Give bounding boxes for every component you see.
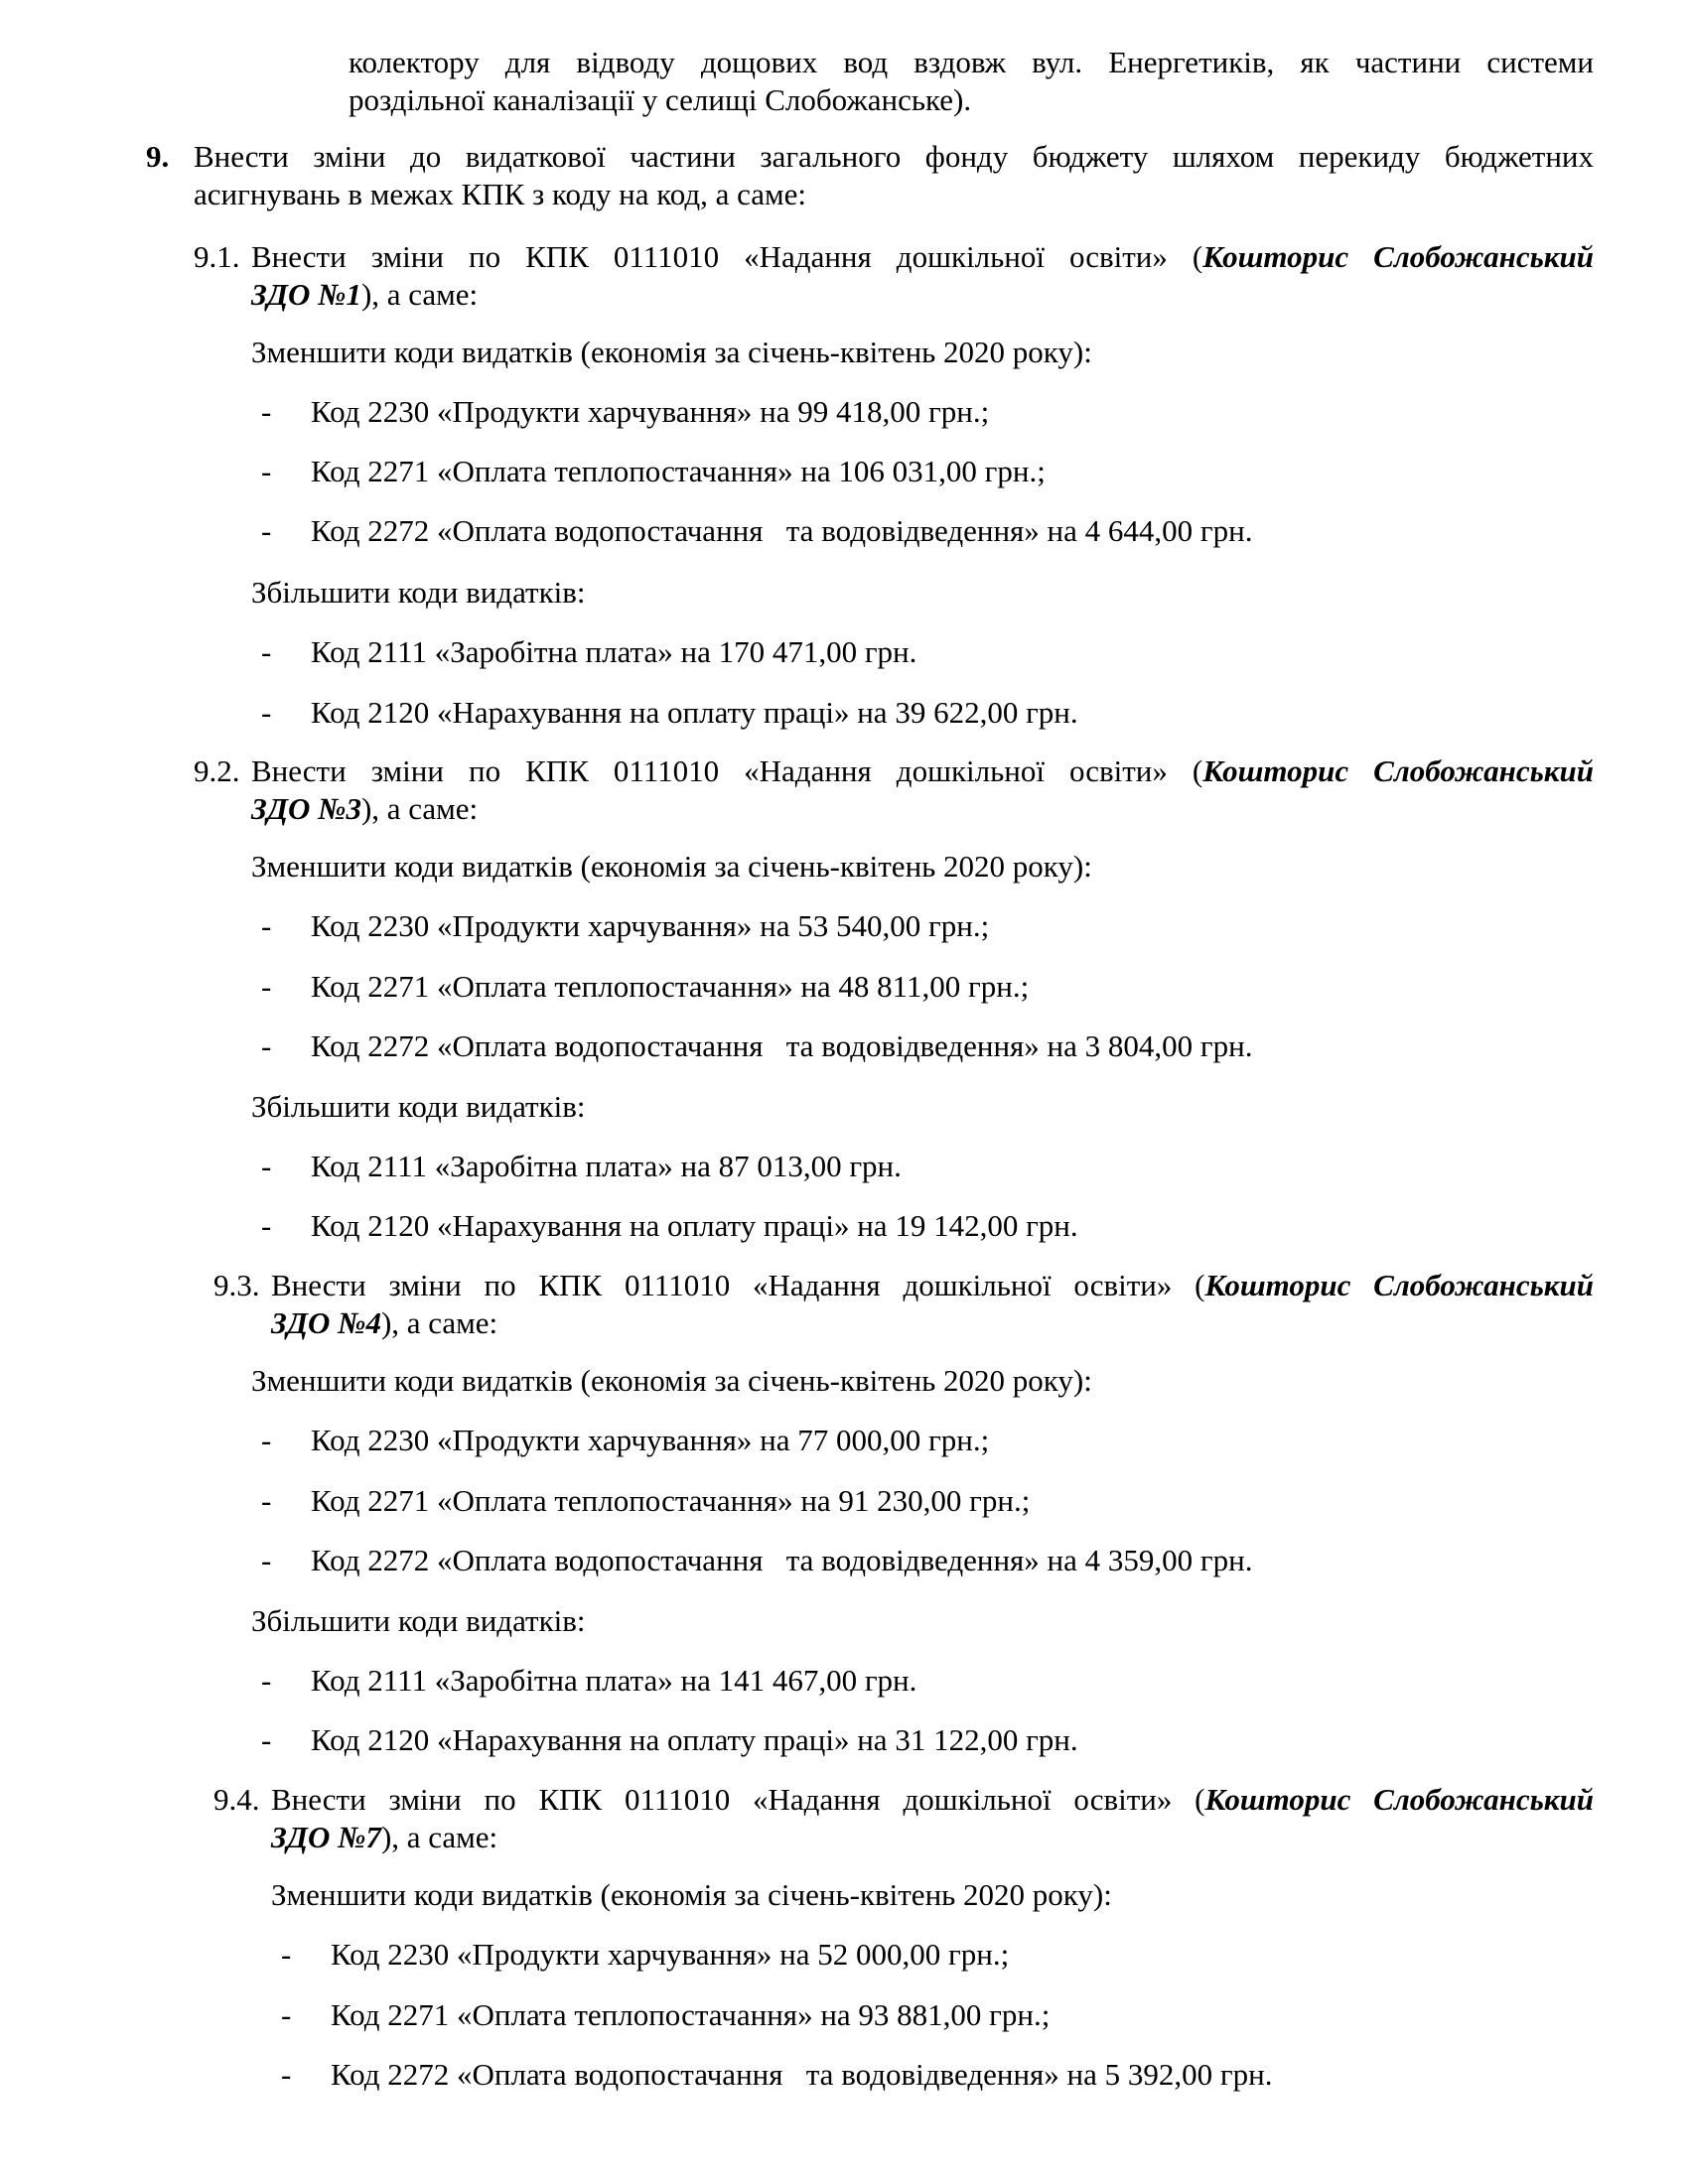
section-heading-line-1: Внести зміни по КПК 0111010 «Надання дошкільної освіти» (Кошторис Слобожанський bbox=[251, 239, 1594, 274]
document-page: колектору для відводу дощових вод вздовж вул. Енергетиків, як частини системи роздільної каналізації у селищі Слобожанське). 9. Внести зміни до видаткової частини загального фонду бюджету шляхом перекиду бюджетних асигнувань в межах КПК з коду на код, а саме: 9.1. Внести зміни по КПК 0111010 «Надання дошкільної освіти» (Кошторис Слобожанський ЗДО №1), а саме: Зменшити коди видатків (економія за січень-квітень 2020 року): - Код 2230 «Продукти харчування» на 99 418,00 грн.; - Код 2271 «Оплата теплопостачання» на 106 031,00 грн.; - Код 2272 «Оплата водопостачання та водовідведення» на 4 644,00 грн. Збільшити коди видатків: - Код 2111 «Заробітна плата» на 170 471,00 грн. - Код 2120 «Нарахування на оплату праці» на 39 622,00 грн. 9.2. Внести зміни по КПК 0111010 «Надання дошкільної освіти» (Кошторис Слобожанський ЗДО №3), а саме: Зменшити коди видатків (економія за січень-квітень 2020 року): - Код 2230 «Продукти харчування» на 53 540,00 грн.; - Код 2271 «Оплата теплопостачання» на 48 811,00 грн.; - Код 2272 «Оплата водопостачання та водовідведення» на 3 804,00 грн. Збільшити коди видатків: - Код 2111 «Заробітна плата» на 87 013,00 грн. - Код 2120 «Нарахування на оплату праці» на 19 142,00 грн. 9.3. Внести зміни по КПК 0111010 «Надання дошкільної освіти» (Кошторис Слобожанський ЗДО №4), а саме: Зменшити коди видатків (економія за січень-квітень 2020 року): - Код 2230 «Продукти харчування» на 77 000,00 грн.; - Код 2271 «Оплата теплопостачання» на 91 230,00 грн.; - Код 2272 «Оплата водопостачання та водовідведення» на 4 359,00 грн. Збільшити коди видатків: - Код 2111 «Заробітна плата» на 141 467,00 грн. - Код 2120 «Нарахування на оплату праці» на 31 122,00 грн. 9.4. Внести зміни по КПК 0111010 «Надання дошкільної освіти» (Кошторис Слобожанський ЗДО №7), а саме: Зменшити коди видатків (економія за січень-квітень 2020 року): - Код 2230 «Продукти харчування» на 52 000,00 грн.; - Код 2271 «Оплата теплопостачання» на 93 881,00 грн.; - Код 2272 «Оплата водопостачання та водовідведення» на 5 392,00 грн. bbox=[146, 45, 1594, 2092]
item-9-text bbox=[194, 138, 1594, 213]
decrease-label: Зменшити коди видатків (економія за січень-квітень 2020 року): bbox=[251, 1363, 1092, 1398]
section-heading-line-2: ЗДО №7), а саме: bbox=[271, 1820, 498, 1854]
section-heading-line-1: Внести зміни по КПК 0111010 «Надання дошкільної освіти» (Кошторис Слобожанський bbox=[271, 1268, 1594, 1302]
section-heading-line-1: Внести зміни по КПК 0111010 «Надання дошкільної освіти» (Кошторис Слобожанський bbox=[251, 753, 1594, 788]
section-number: 9.1. bbox=[194, 239, 240, 274]
increase-label: Збільшити коди видатків: bbox=[251, 1089, 586, 1124]
increase-label: Збільшити коди видатків: bbox=[251, 575, 586, 610]
intro-line-1: колектору для відводу дощових вод вздовж вул. Енергетиків, як частини системи bbox=[349, 45, 1594, 79]
increase-label: Збільшити коди видатків: bbox=[251, 1603, 586, 1638]
intro-line-2: роздільної каналізації у селищі Слобожанське). bbox=[349, 82, 972, 117]
section-heading-line-2: ЗДО №3), а саме: bbox=[251, 791, 479, 826]
section-heading-line-2: ЗДО №1), а саме: bbox=[251, 277, 479, 312]
item-9-line-2: асигнувань в межах КПК з коду на код, а саме: bbox=[194, 177, 807, 211]
decrease-label: Зменшити коди видатків (економія за січень-квітень 2020 року): bbox=[271, 1877, 1112, 1912]
item-9-number: 9. bbox=[146, 139, 170, 174]
intro-paragraph bbox=[349, 44, 1594, 119]
section-number: 9.3. bbox=[213, 1268, 260, 1302]
section-heading-line-1: Внести зміни по КПК 0111010 «Надання дошкільної освіти» (Кошторис Слобожанський bbox=[271, 1782, 1594, 1817]
decrease-label: Зменшити коди видатків (економія за січень-квітень 2020 року): bbox=[251, 335, 1092, 369]
section-heading-line-2: ЗДО №4), а саме: bbox=[271, 1305, 498, 1340]
item-9-line-1: Внести зміни до видаткової частини загального фонду бюджету шляхом перекиду бюджетних bbox=[194, 139, 1594, 174]
decrease-label: Зменшити коди видатків (економія за січень-квітень 2020 року): bbox=[251, 849, 1092, 884]
section-number: 9.4. bbox=[213, 1782, 260, 1817]
section-number: 9.2. bbox=[194, 753, 240, 788]
